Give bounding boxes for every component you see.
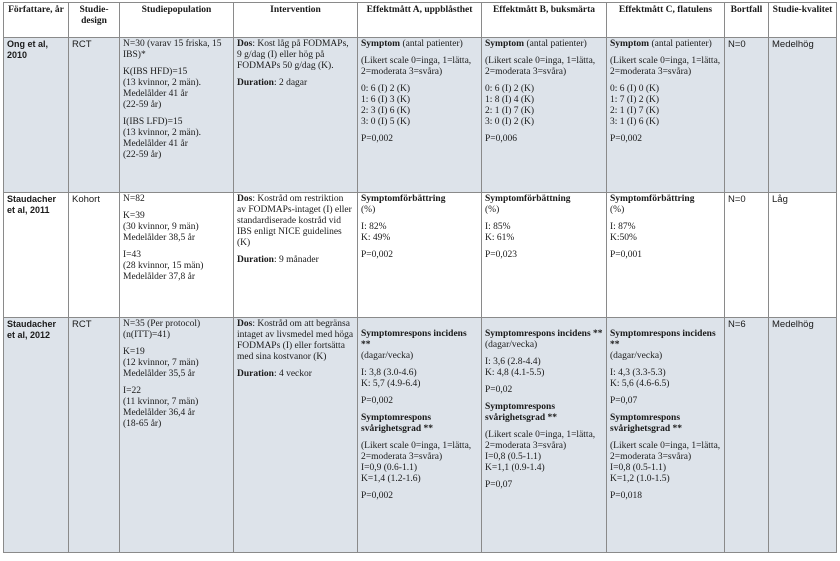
cell-quality: Medelhög — [769, 38, 837, 193]
population-total: N=30 (varav 15 friska, 15 IBS)* — [123, 39, 222, 60]
population-control: K=19 (12 kvinnor, 7 män) Medelålder 35,5 år — [123, 347, 199, 379]
incidence-p-value: P=0,07 — [610, 396, 638, 406]
effect-p-value: P=0,002 — [361, 250, 394, 260]
effect-title: Symptom — [361, 39, 401, 49]
cell-effect-a — [358, 193, 482, 318]
severity-p-value: P=0,002 — [361, 491, 394, 501]
incidence-p-value: P=0,02 — [485, 385, 513, 395]
effect-values: 0: 6 (I) 2 (K) 1: 8 (I) 4 (K) 2: 1 (I) 7 (K) 3: 0 (I) 2 (K) — [485, 84, 535, 127]
cell-effect-a — [358, 38, 482, 193]
header-dropout: Bortfall — [725, 3, 769, 38]
effect-scale: (Likert scale 0=inga, 1=lätta, 2=moderata 3=svåra) — [361, 441, 472, 462]
cell-intervention — [234, 38, 358, 193]
effect-values: I: 87% K:50% — [610, 222, 637, 243]
table-row — [4, 38, 837, 193]
header-author: Författare, år — [4, 3, 69, 38]
effect-title-rest: (antal patienter) — [524, 39, 587, 49]
dos-text: : Kostråd om att begränsa intaget av livsmedel med höga FODMAPs (I) eller fortsätta med sina kostvanor (K) — [237, 319, 354, 362]
incidence-unit: (dagar/vecka) — [361, 351, 414, 361]
dos-label: Dos — [237, 319, 253, 329]
dos-text: : Kostråd om restriktion av FODMAPs-intaget (I) eller standardiserade kostråd vid IBS enligt NICE guidelines (K) — [237, 194, 352, 248]
header-row — [4, 3, 837, 38]
cell-dropout: N=0 — [725, 193, 769, 318]
cell-effect-a — [358, 318, 482, 553]
duration-text: : 9 månader — [273, 255, 319, 265]
effect-p-value: P=0,002 — [361, 134, 394, 144]
cell-author: Staudacher et al, 2012 — [4, 318, 69, 553]
duration-text: : 4 veckor — [273, 369, 312, 379]
effect-values: 0: 6 (I) 2 (K) 1: 6 (I) 3 (K) 2: 3 (I) 6 (K) 3: 0 (I) 5 (K) — [361, 84, 411, 127]
incidence-values: I: 3,8 (3.0-4.6) K: 5,7 (4.9-6.4) — [361, 368, 421, 389]
duration-text: : 2 dagar — [273, 78, 308, 88]
effect-title: Symptom — [610, 39, 650, 49]
incidence-title: Symptomrespons incidens ** — [485, 329, 603, 339]
effect-unit: (%) — [610, 205, 625, 215]
cell-dropout: N=6 — [725, 318, 769, 553]
table-row — [4, 193, 837, 318]
effect-title-rest: (antal patienter) — [649, 39, 712, 49]
cell-author: Ong et al, 2010 — [4, 38, 69, 193]
incidence-unit: (dagar/vecka) — [610, 351, 663, 361]
effect-values: I: 82% K: 49% — [361, 222, 391, 243]
cell-design: RCT — [69, 38, 120, 193]
header-population: Studiepopulation — [120, 3, 234, 38]
cell-population — [120, 318, 234, 553]
effect-title-rest: (antal patienter) — [400, 39, 463, 49]
cell-quality: Medelhög — [769, 318, 837, 553]
severity-title: Symptomrespons svårighetsgrad ** — [485, 402, 558, 423]
duration-label: Duration — [237, 369, 274, 379]
cell-effect-c — [607, 318, 725, 553]
effect-title: Symptomförbättring — [610, 194, 695, 204]
cell-effect-b — [482, 38, 607, 193]
table-row — [4, 318, 837, 553]
study-table — [3, 2, 837, 553]
dos-text: : Kost låg på FODMAPs, 9 g/dag (I) eller hög på FODMAPs 50 g/dag (K). — [237, 39, 349, 71]
cell-population — [120, 193, 234, 318]
effect-scale: (Likert scale 0=inga, 1=lätta, 2=moderata 3=svåra) — [485, 56, 596, 77]
effect-title: Symptomförbättning — [485, 194, 571, 204]
severity-p-value: P=0,018 — [610, 491, 643, 501]
severity-values: I=0,9 (0.6-1.1) K=1,4 (1.2-1.6) — [361, 463, 421, 484]
incidence-values: I: 4,3 (3.3-5.3) K: 5,6 (4.6-6.5) — [610, 368, 670, 389]
incidence-values: I: 3,6 (2.8-4.4) K: 4,8 (4.1-5.5) — [485, 357, 545, 378]
effect-values: I: 85% K: 61% — [485, 222, 515, 243]
header-quality: Studie-kvalitet — [769, 3, 837, 38]
effect-p-value: P=0,006 — [485, 134, 518, 144]
header-design: Studie-design — [69, 3, 120, 38]
cell-effect-b — [482, 318, 607, 553]
population-intervention: I=43 (28 kvinnor, 15 män) Medelålder 37,8 år — [123, 250, 204, 282]
cell-effect-c — [607, 193, 725, 318]
duration-label: Duration — [237, 255, 274, 265]
severity-values: I=0,8 (0.5-1.1) K=1,2 (1.0-1.5) — [610, 463, 670, 484]
effect-p-value: P=0,023 — [485, 250, 518, 260]
effect-p-value: P=0,002 — [610, 134, 643, 144]
effect-scale: (Likert scale 0=inga, 1=lätta, 2=moderata 3=svåra) — [610, 56, 721, 77]
population-total: N=35 (Per protocol) (n(ITT)=41) — [123, 319, 201, 340]
severity-title: Symptomrespons svårighetsgrad ** — [361, 413, 434, 434]
effect-p-value: P=0,001 — [610, 250, 643, 260]
header-effect-a: Effektmått A, uppblåsthet — [358, 3, 482, 38]
effect-title: Symptomförbättring — [361, 194, 446, 204]
cell-intervention — [234, 318, 358, 553]
cell-author: Staudacher et al, 2011 — [4, 193, 69, 318]
severity-p-value: P=0,07 — [485, 480, 513, 490]
header-effect-b: Effektmått B, buksmärta — [482, 3, 607, 38]
severity-values: I=0,8 (0.5-1.1) K=1,1 (0.9-1.4) — [485, 452, 545, 473]
cell-design: Kohort — [69, 193, 120, 318]
population-intervention: I(IBS LFD)=15 (13 kvinnor, 2 män). Medelålder 41 år (22-59 år) — [123, 117, 201, 160]
incidence-title: Symptomrespons incidens ** — [610, 329, 716, 350]
effect-title: Symptom — [485, 39, 525, 49]
incidence-title: Symptomrespons incidens ** — [361, 329, 467, 350]
population-control: K=39 (30 kvinnor, 9 män) Medelålder 38,5 år — [123, 211, 199, 243]
dos-label: Dos — [237, 194, 253, 204]
effect-scale: (Likert scale 0=inga, 1=lätta, 2=moderata 3=svåra) — [610, 441, 721, 462]
effect-unit: (%) — [361, 205, 376, 215]
cell-effect-c — [607, 38, 725, 193]
cell-effect-b — [482, 193, 607, 318]
effect-scale: (Likert scale 0=inga, 1=lätta, 2=moderata 3=svåra) — [361, 56, 472, 77]
incidence-unit: (dagar/vecka) — [485, 340, 538, 350]
incidence-p-value: P=0,002 — [361, 396, 394, 406]
effect-scale: (Likert scale 0=inga, 1=lätta, 2=moderata 3=svåra) — [485, 430, 596, 451]
header-effect-c: Effektmått C, flatulens — [607, 3, 725, 38]
population-control: K(IBS HFD)=15 (13 kvinnor, 2 män). Medelålder 41 år (22-59 år) — [123, 67, 201, 110]
cell-dropout: N=0 — [725, 38, 769, 193]
cell-intervention — [234, 193, 358, 318]
duration-label: Duration — [237, 78, 274, 88]
severity-title: Symptomrespons svårighetsgrad ** — [610, 413, 683, 434]
header-intervention: Intervention — [234, 3, 358, 38]
population-total: N=82 — [123, 194, 145, 204]
cell-quality: Låg — [769, 193, 837, 318]
dos-label: Dos — [237, 39, 253, 49]
cell-design: RCT — [69, 318, 120, 553]
effect-values: 0: 6 (I) 0 (K) 1: 7 (I) 2 (K) 2: 1 (I) 7 (K) 3: 1 (I) 6 (K) — [610, 84, 660, 127]
population-intervention: I=22 (11 kvinnor, 7 män) Medelålder 36,4 år (18-65 år) — [123, 386, 199, 429]
effect-unit: (%) — [485, 205, 500, 215]
cell-population — [120, 38, 234, 193]
